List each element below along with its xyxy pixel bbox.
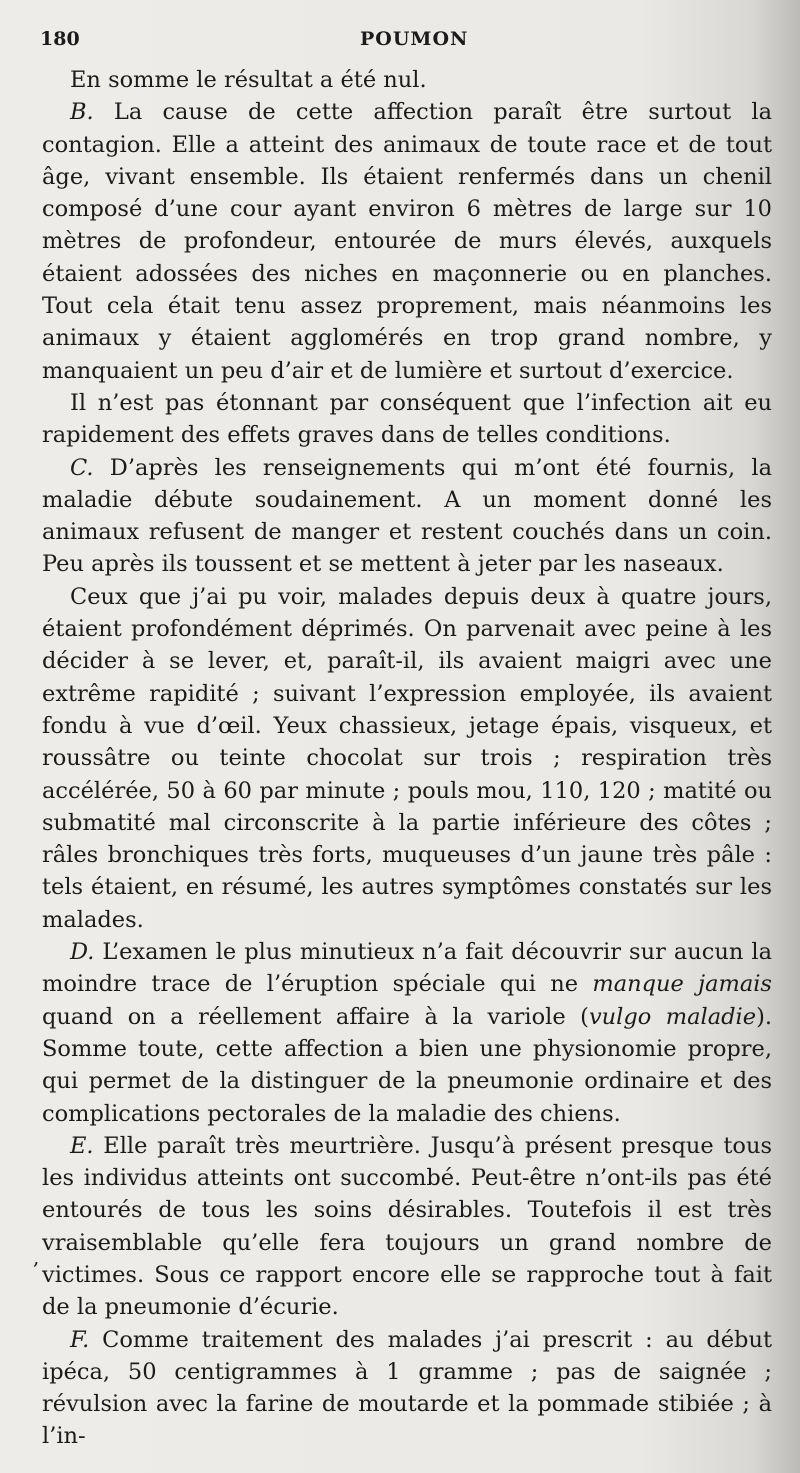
paragraph-symptoms bbox=[42, 581, 772, 936]
body-text bbox=[42, 64, 772, 1453]
paragraph-d bbox=[42, 936, 772, 1130]
paragraph-text: quand on a réellement affaire à la variole ( bbox=[42, 1003, 589, 1030]
section-label-c: C. bbox=[70, 454, 94, 481]
italic-phrase: manque jamais bbox=[592, 971, 772, 998]
paragraph-summary bbox=[42, 64, 772, 96]
paragraph-text: En somme le résultat a été nul. bbox=[70, 67, 427, 93]
italic-phrase: vulgo maladie bbox=[588, 1003, 757, 1030]
paragraph-e bbox=[42, 1130, 772, 1324]
paragraph-b bbox=[42, 96, 772, 387]
page-number: 180 bbox=[40, 28, 80, 50]
paragraph-text: Elle paraît très meurtrière. Jusqu’à présent presque tous les individus atteints ont succombé. Peut-être n’ont-ils pas été entourés de tous les soins désirables. Toutefois il est très vraisemblable qu’elle fera toujours un grand nombre de victimes. Sous ce rapport encore elle se rapproche tout à fait de la pneumonie d’écurie. bbox=[42, 1132, 772, 1321]
paragraph-c bbox=[42, 452, 772, 581]
paragraph-text: D’après les renseignements qui m’ont été fournis, la maladie débute soudainement. A un moment donné les animaux refusent de manger et restent couchés dans un coin. Peu après ils toussent et se mettent à jeter par les naseaux. bbox=[42, 454, 772, 578]
paragraph-text: ). Somme toute, cette affection a bien une physionomie propre, qui permet de la distinguer de la pneumonie ordinaire et des complications pectorales de la maladie des chiens. bbox=[42, 1003, 772, 1127]
page-header bbox=[40, 28, 770, 56]
running-title: POUMON bbox=[360, 28, 469, 50]
paragraph-text: La cause de cette affection paraît être surtout la contagion. Elle a atteint des animaux de toute race et de tout âge, vivant ensemble. Ils étaient renfermés dans un chenil composé d’une cour ayant environ 6 mètres de large sur 10 mètres de profondeur, entourée de murs élevés, auxquels étaient adossées des niches en maçonnerie ou en planches. Tout cela était tenu assez proprement, mais néanmoins les animaux y étaient agglomérés en trop grand nombre, y manquaient un peu d’air et de lumière et surtout d’exercice. bbox=[42, 99, 772, 384]
paragraph-infection bbox=[42, 387, 772, 452]
section-label-e: E. bbox=[70, 1132, 94, 1159]
paragraph-f bbox=[42, 1324, 772, 1453]
paragraph-text: L’examen le plus minutieux n’a fait découvrir sur aucun la moindre trace de l’éruption spéciale qui ne bbox=[42, 939, 772, 998]
margin-mark: , bbox=[33, 1245, 40, 1269]
section-label-f: F. bbox=[70, 1326, 90, 1353]
section-label-b: B. bbox=[70, 99, 94, 126]
paragraph-text: Ceux que j’ai pu voir, malades depuis deux à quatre jours, étaient profondément déprimés. On parvenait avec peine à les décider à se lever, et, paraît-il, ils avaient maigri avec une extrême rapidité ; suivant l’expression employée, ils avaient fondu à vue d’œil. Yeux chassieux, jetage épais, visqueux, et roussâtre ou teinte chocolat sur trois ; respiration très accélérée, 50 à 60 par minute ; pouls mou, 110, 120 ; matité ou submatité mal circonscrite à la partie inférieure des côtes ; râles bronchiques très forts, muqueuses d’un jaune très pâle : tels étaient, en résumé, les autres symptômes constatés sur les malades. bbox=[42, 583, 772, 933]
section-label-d: D. bbox=[70, 939, 95, 966]
paragraph-text: Il n’est pas étonnant par conséquent que l’infection ait eu rapidement des effets graves dans de telles conditions. bbox=[42, 389, 772, 449]
paragraph-text: Comme traitement des malades j’ai prescrit : au début ipéca, 50 centigrammes à 1 gramme ; pas de saignée ; révulsion avec la farine de moutarde et la pommade stibiée ; à l’in- bbox=[42, 1326, 772, 1450]
